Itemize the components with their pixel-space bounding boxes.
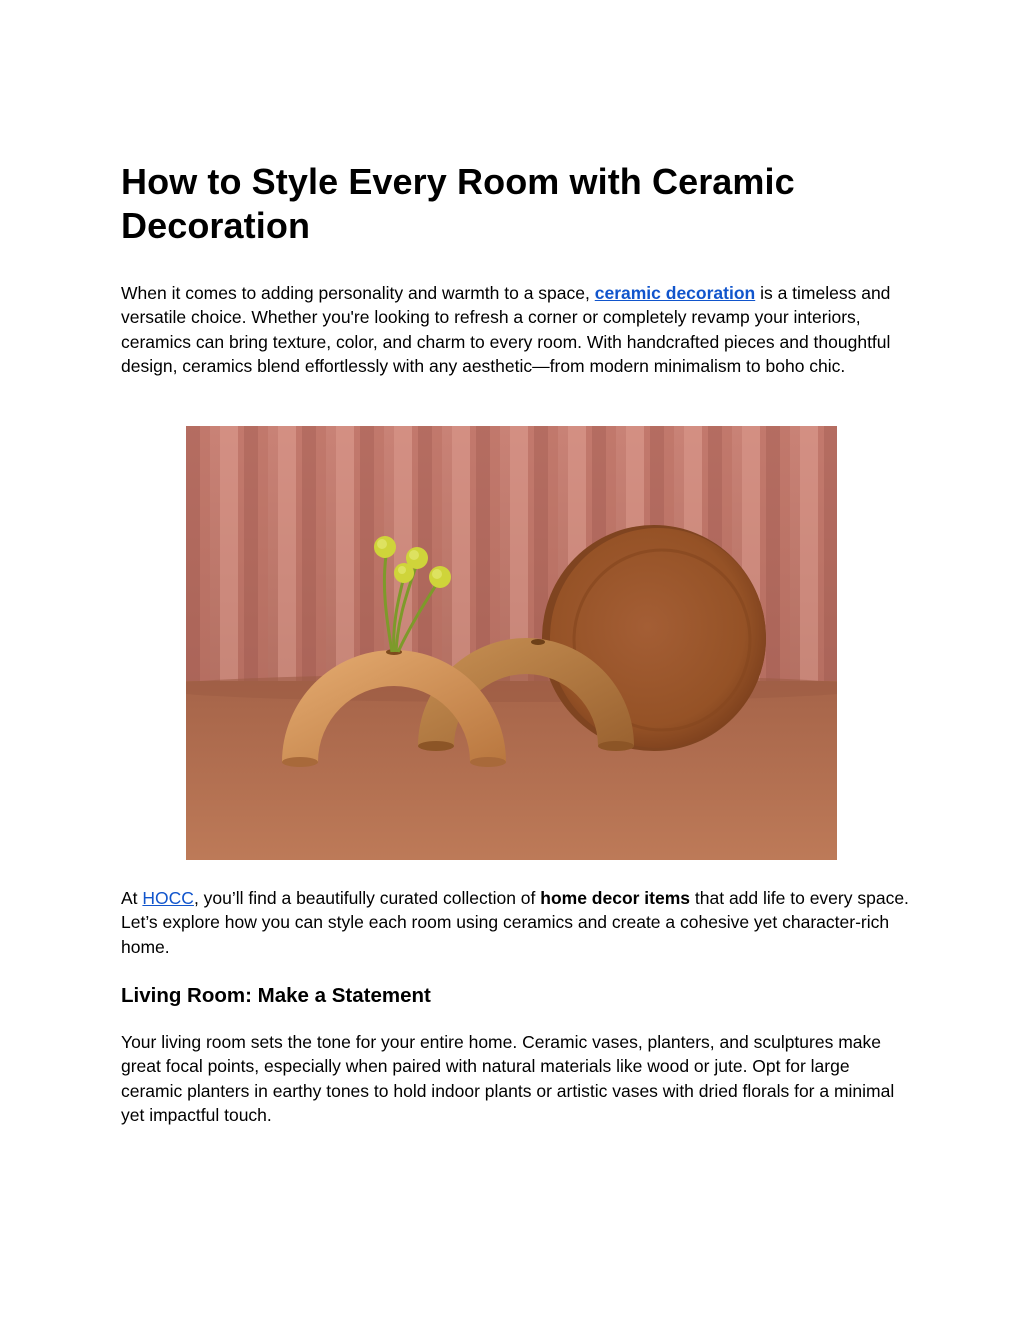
article-title-line-1: How to Style Every Room with Ceramic [121,161,795,202]
hocc-text-suffix: that add life to every space. Let’s explore how you can style each room using ceramics and create a cohesive yet character-rich home. [121,888,909,957]
ceramic-decoration-link[interactable]: ceramic decoration [594,283,756,303]
hero-image [186,426,837,860]
hocc-text-prefix: At [121,888,143,908]
intro-paragraph [121,281,911,379]
hocc-paragraph [121,886,911,959]
ceramic-plate [542,525,766,751]
hocc-link[interactable]: HOCC [142,888,194,908]
article-title [121,160,911,248]
section-heading-living-room: Living Room: Make a Statement [121,984,431,1007]
article-header [121,160,911,248]
hocc-text-middle: , you’ll find a beautifully curated collection of [193,888,541,908]
intro-text-start: When it comes to adding personality and warmth to a space, [121,283,595,303]
article-title-line-2: Decoration [121,205,311,246]
home-decor-items-bold: home decor items [540,888,691,908]
intro-text-end: is a timeless and versatile choice. Whether you're looking to refresh a corner or completely revamp your interiors, ceramics can bring texture, color, and charm to every room. With handcrafted pieces and thoughtful design, ceramics blend effortlessly with any aesthetic—from modern minimalism to boho chic. [121,283,891,377]
living-room-paragraph: Your living room sets the tone for your entire home. Ceramic vases, planters, and sculptures make great focal points, especially when paired with natural materials like wood or jute. Opt for large ceramic planters in earthy tones to hold indoor plants or artistic vases with dried florals for a minimal yet impactful touch. [121,1032,895,1126]
